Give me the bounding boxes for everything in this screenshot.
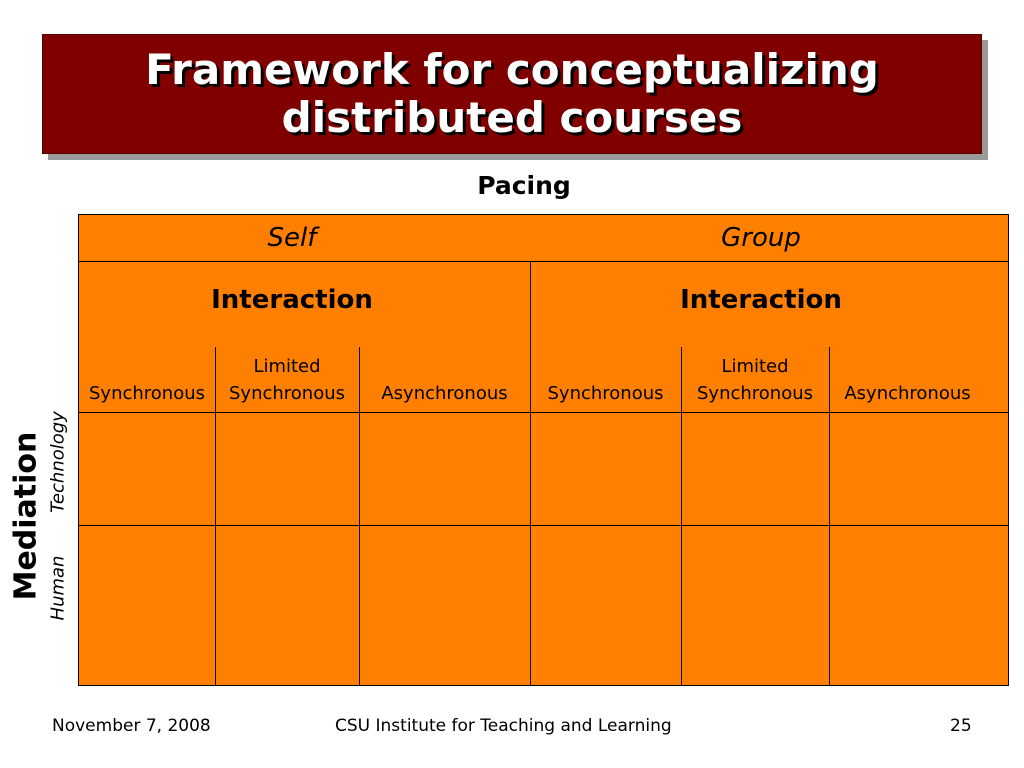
footer-org: CSU Institute for Teaching and Learning bbox=[335, 716, 672, 736]
footer-date: November 7, 2008 bbox=[52, 716, 211, 736]
pacing-label: Pacing bbox=[477, 171, 571, 200]
slide-title-line-2: distributed courses bbox=[281, 93, 743, 142]
mode-self-limited-synchronous: Limited Synchronous bbox=[228, 356, 345, 404]
mediation-label: Mediation bbox=[8, 431, 44, 601]
grid-line-v1 bbox=[215, 347, 216, 685]
title-box bbox=[42, 34, 982, 154]
interaction-group-header: Interaction bbox=[680, 285, 842, 315]
slide-title-line-1: Framework for conceptualizing bbox=[145, 45, 879, 94]
mediation-row-technology: Technology bbox=[47, 411, 69, 513]
framework-grid bbox=[78, 214, 1009, 686]
mode-self-synchronous: Synchronous bbox=[88, 383, 205, 404]
mode-group-asynchronous: Asynchronous bbox=[844, 383, 971, 404]
grid-line-v-main bbox=[530, 261, 531, 685]
pacing-self-header: Self bbox=[267, 223, 317, 253]
mediation-row-human: Human bbox=[47, 555, 69, 621]
grid-line-h3 bbox=[79, 525, 1008, 526]
mode-group-synchronous: Synchronous bbox=[547, 383, 664, 404]
mode-group-limited-synchronous: Limited Synchronous bbox=[696, 356, 813, 404]
grid-line-h2 bbox=[79, 412, 1008, 413]
interaction-self-header: Interaction bbox=[211, 285, 373, 315]
mode-self-asynchronous: Asynchronous bbox=[381, 383, 508, 404]
grid-line-h1 bbox=[79, 261, 1008, 262]
grid-line-v4 bbox=[681, 347, 682, 685]
footer-page-number: 25 bbox=[950, 716, 972, 736]
pacing-group-header: Group bbox=[721, 223, 801, 253]
